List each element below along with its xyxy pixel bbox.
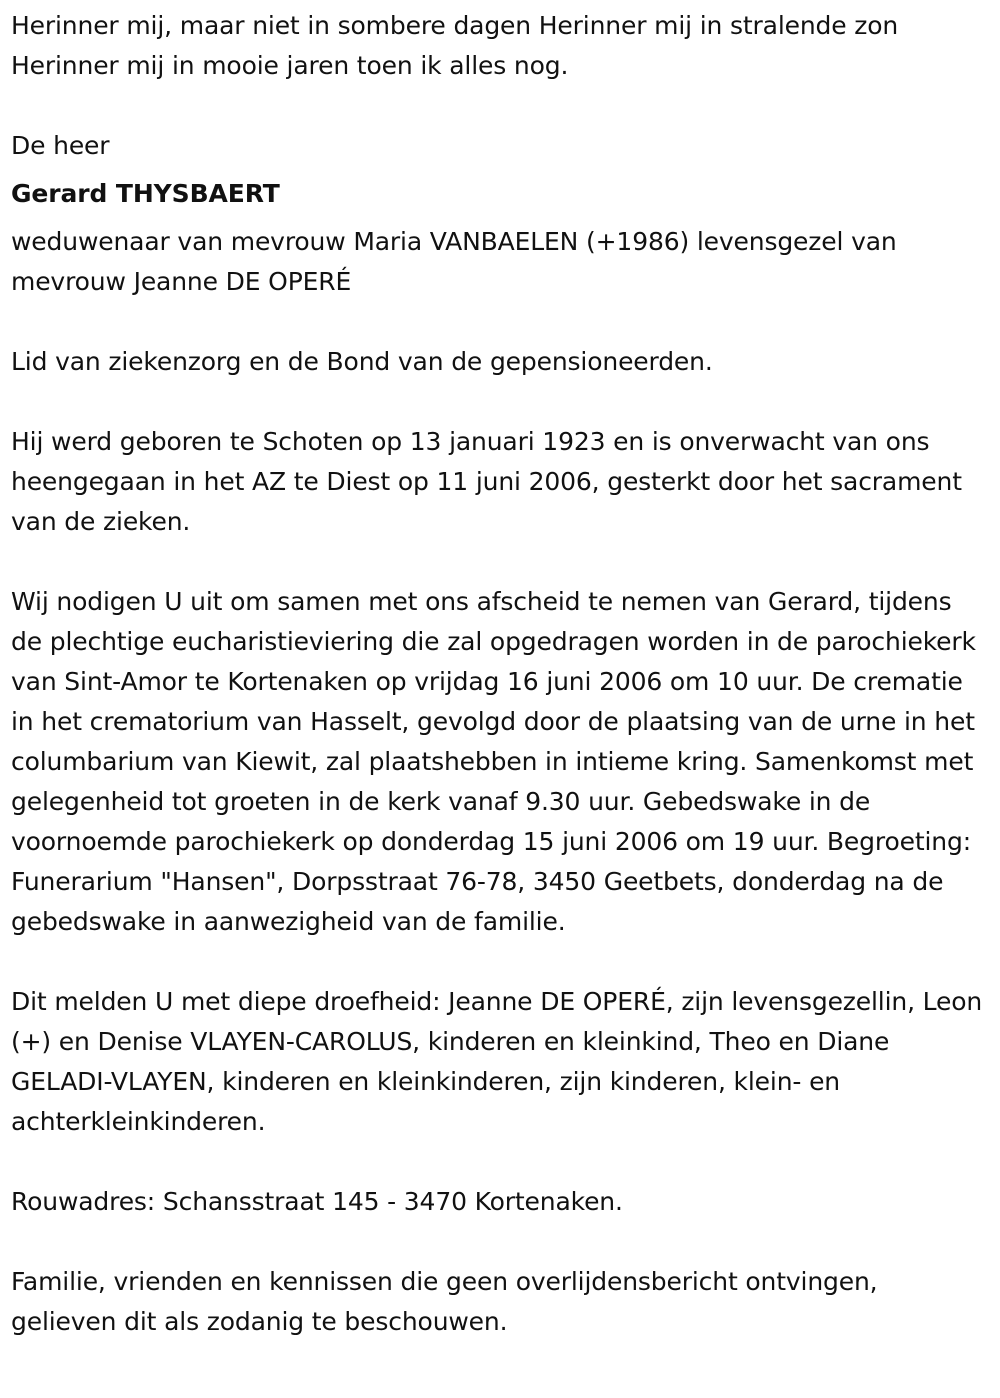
closing-text: Familie, vrienden en kennissen die geen overlijdensbericht ontvingen, gelieven dit als zodanig te beschouwen. (11, 1267, 878, 1336)
deceased-name: Gerard THYSBAERT (11, 179, 280, 208)
ceremony-text: Wij nodigen U uit om samen met ons afscheid te nemen van Gerard, tijdens de plechtige eucharistieviering die zal opgedragen worden in de parochiekerk van Sint-Amor te Kortenaken op vrijdag 16 juni 2006 om 10 uur. De crematie in het crematorium van Hasselt, gevolgd door de plaatsing van de urne in het columbarium van Kiewit, zal plaatshebben in intieme kring. Samenkomst met gelegenheid tot groeten in de kerk vanaf 9.30 uur. Gebedswake in de voornoemde parochiekerk op donderdag 15 juni 2006 om 19 uur. Begroeting: Funerarium "Hansen", Dorpsstraat 76-78, 3450 Geetbets, donderdag na de gebedswake in aanwezigheid van de familie. (11, 587, 976, 936)
poem-text: Herinner mij, maar niet in sombere dagen Herinner mij in stralende zon Herinner mij in mooie jaren toen ik alles nog. (11, 11, 899, 80)
birth-death-text: Hij werd geboren te Schoten op 13 januari 1923 en is onverwacht van ons heengegaan in het AZ te Diest op 11 juni 2006, gesterkt door het sacrament van de zieken. (11, 427, 962, 536)
membership-text: Lid van ziekenzorg en de Bond van de gepensioneerden. (11, 347, 713, 376)
announcers-text: Dit melden U met diepe droefheid: Jeanne DE OPERÉ, zijn levensgezellin, Leon (+) en Denise VLAYEN-CAROLUS, kinderen en kleinkind, Theo en Diane GELADI-VLAYEN, kinderen en kleinkinderen, zijn kinderen, klein- en achterkleinkinderen. (11, 987, 983, 1136)
salutation: De heer (11, 131, 110, 160)
relations-text: weduwenaar van mevrouw Maria VANBAELEN (+1986) levensgezel van mevrouw Jeanne DE OPERÉ (11, 227, 897, 296)
address-text: Rouwadres: Schansstraat 145 - 3470 Kortenaken. (11, 1187, 623, 1216)
